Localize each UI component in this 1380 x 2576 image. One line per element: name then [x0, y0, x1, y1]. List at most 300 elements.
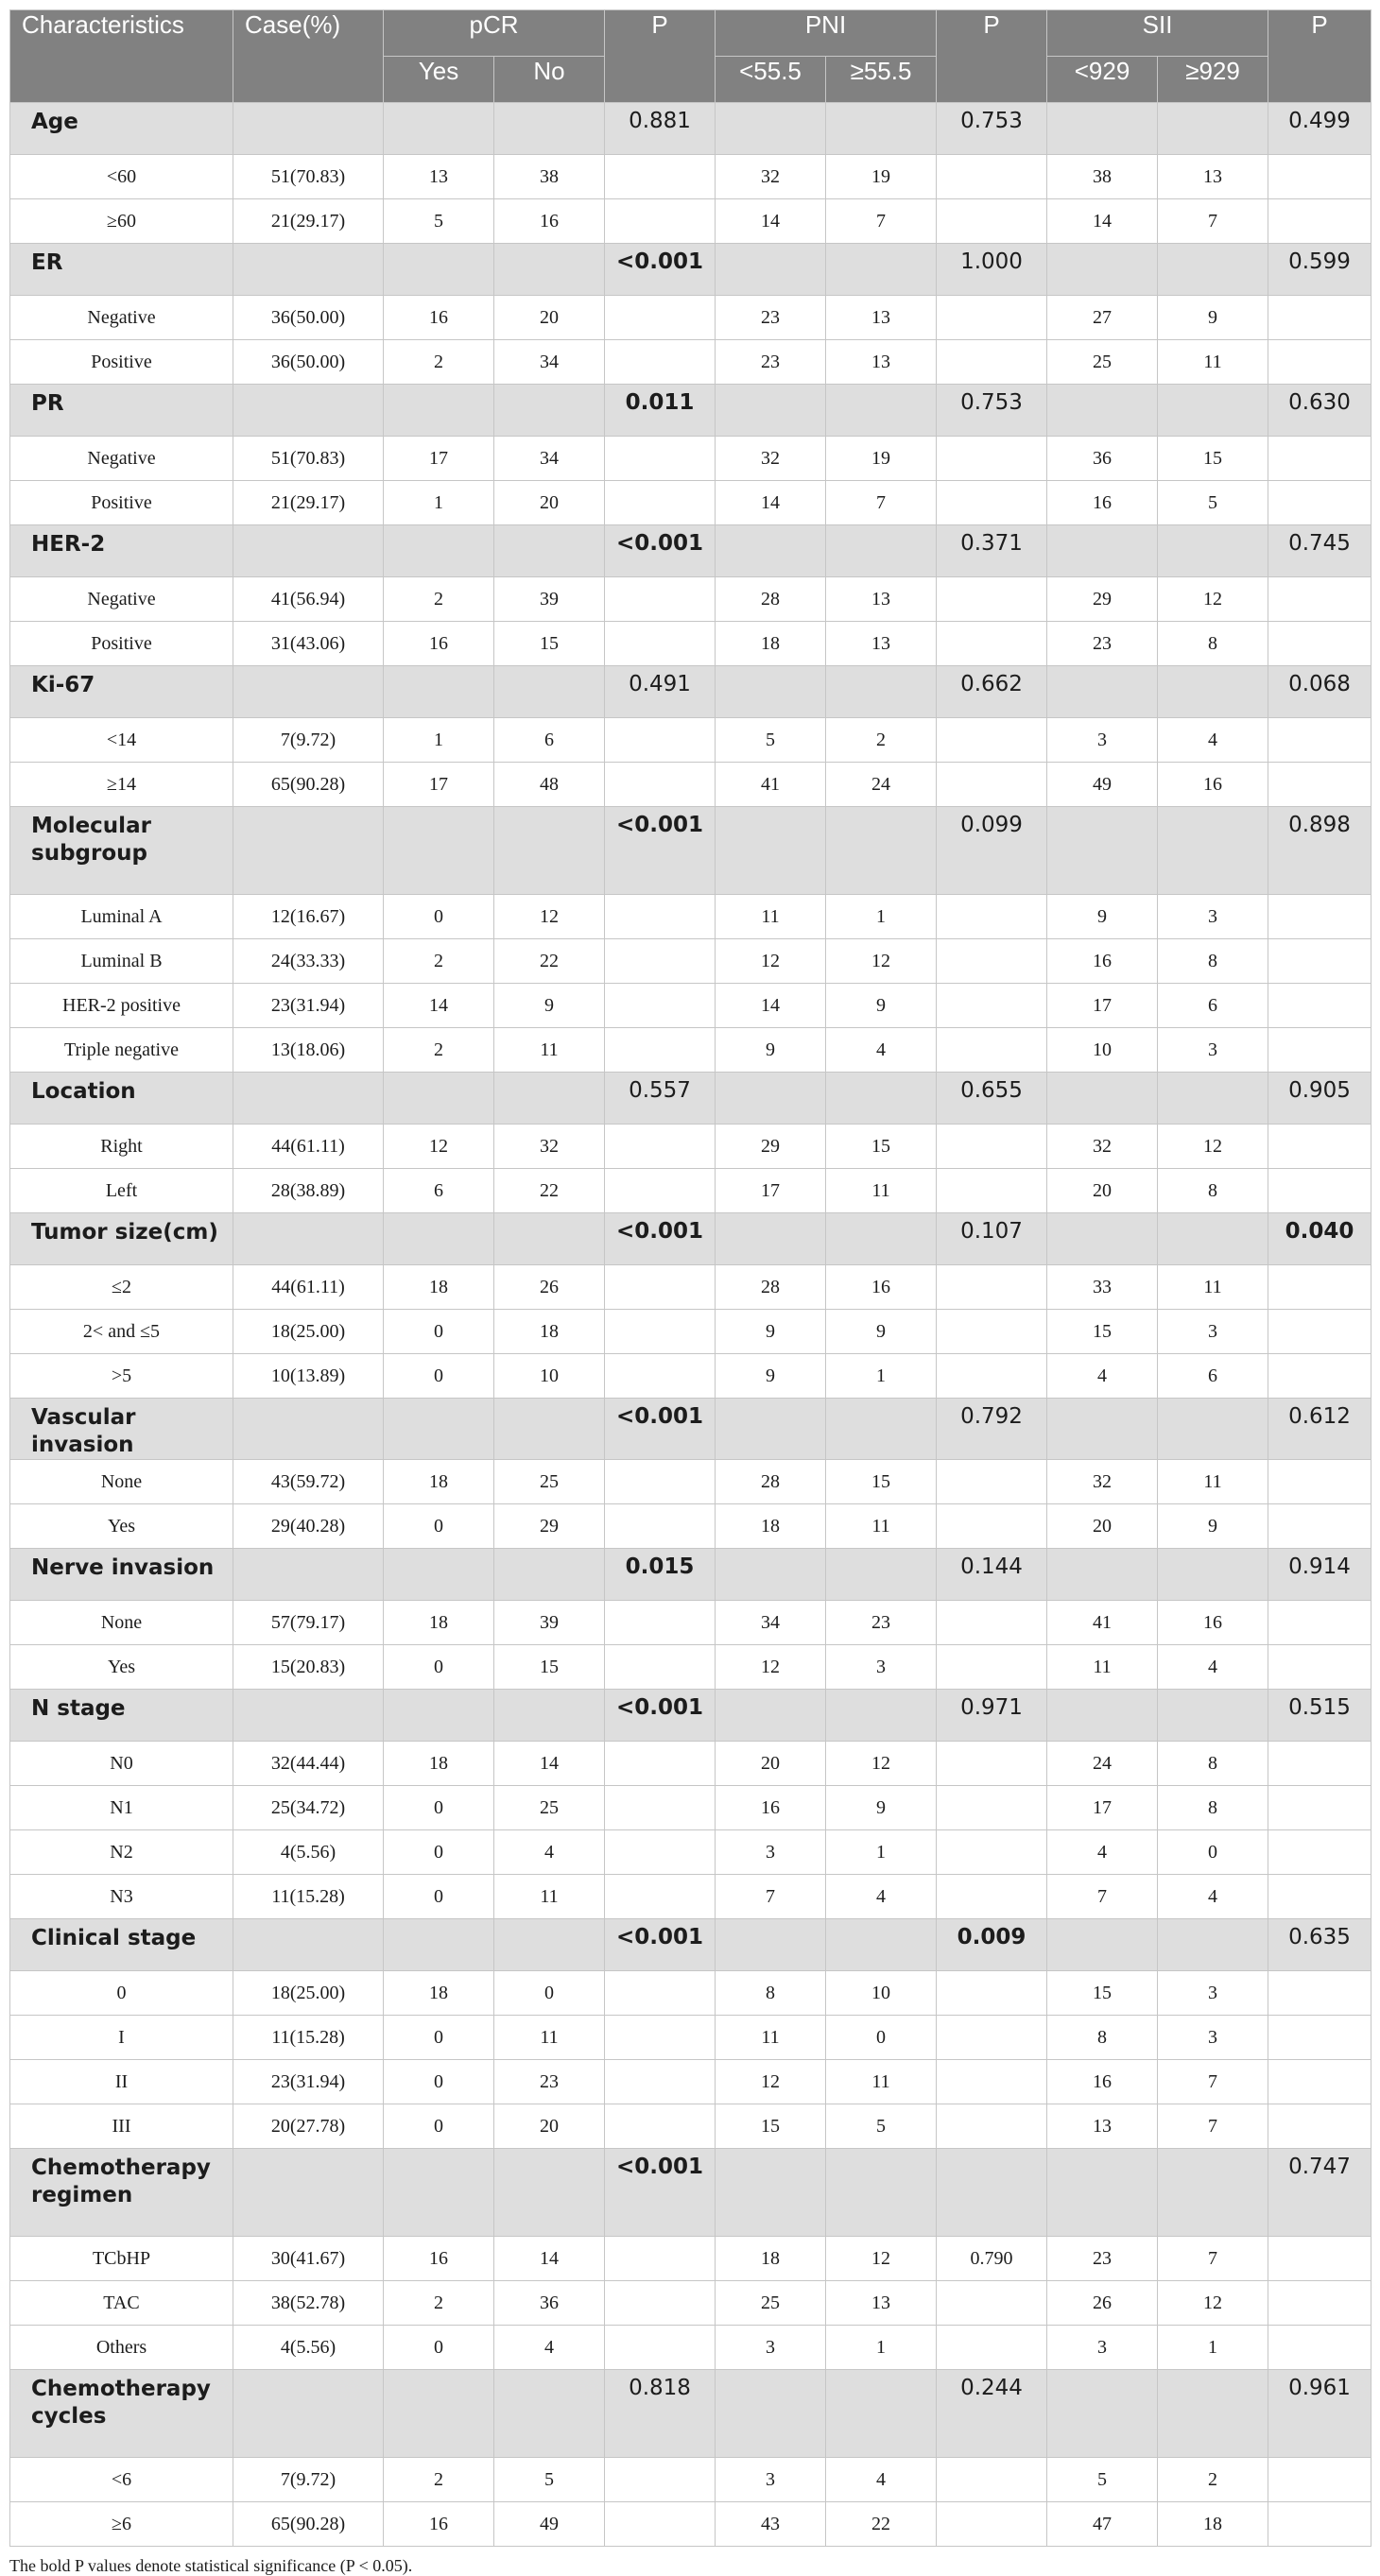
category-sii-high-cell: [1158, 1549, 1268, 1601]
p-pni-cell: [937, 155, 1047, 199]
row-label: I: [10, 2016, 233, 2060]
p-pcr-cell: [605, 1601, 716, 1645]
sii-low-cell: 15: [1047, 1310, 1158, 1354]
category-pcr-no-cell: [494, 385, 605, 437]
category-pni-low-cell: [716, 1549, 826, 1601]
row-label: N2: [10, 1830, 233, 1875]
category-row: [10, 2370, 1371, 2458]
pcr-yes-cell: 18: [384, 1265, 494, 1310]
p-value-pcr: 0.015: [605, 1549, 716, 1601]
pni-high-cell: 12: [826, 1742, 937, 1786]
category-pcr-yes-cell: [384, 525, 494, 577]
category-pcr-no-cell: [494, 525, 605, 577]
table-row: [10, 2458, 1371, 2502]
table-row: [10, 2502, 1371, 2547]
p-sii-cell: [1268, 1504, 1371, 1549]
p-value-pni: 1.000: [937, 244, 1047, 296]
pcr-yes-cell: 18: [384, 1460, 494, 1504]
pcr-yes-cell: 2: [384, 577, 494, 622]
sii-high-cell: 1: [1158, 2326, 1268, 2370]
sii-high-cell: 7: [1158, 2104, 1268, 2149]
pni-low-cell: 14: [716, 984, 826, 1028]
sii-high-cell: 3: [1158, 2016, 1268, 2060]
pcr-no-cell: 15: [494, 1645, 605, 1690]
pni-high-cell: 16: [826, 1265, 937, 1310]
p-pcr-cell: [605, 1028, 716, 1073]
sii-high-cell: 16: [1158, 763, 1268, 807]
category-pni-low-cell: [716, 103, 826, 155]
sii-low-cell: 20: [1047, 1504, 1158, 1549]
pni-low-cell: 3: [716, 2458, 826, 2502]
pni-low-cell: 23: [716, 296, 826, 340]
pni-high-cell: 9: [826, 984, 937, 1028]
category-row: [10, 1073, 1371, 1125]
pcr-no-cell: 22: [494, 939, 605, 984]
p-value-pni: 0.099: [937, 807, 1047, 895]
case-cell: 23(31.94): [233, 984, 384, 1028]
p-value-pni: 0.753: [937, 385, 1047, 437]
pcr-no-cell: 34: [494, 437, 605, 481]
p-pcr-cell: [605, 1875, 716, 1919]
p-pcr-cell: [605, 1354, 716, 1399]
pni-high-cell: 11: [826, 1504, 937, 1549]
category-sii-low-cell: [1047, 1073, 1158, 1125]
p-value-sii: 0.499: [1268, 103, 1371, 155]
table-row: [10, 1460, 1371, 1504]
category-sii-high-cell: [1158, 103, 1268, 155]
p-sii-cell: [1268, 2502, 1371, 2547]
category-sii-low-cell: [1047, 385, 1158, 437]
case-cell: 44(61.11): [233, 1265, 384, 1310]
pni-low-cell: 29: [716, 1125, 826, 1169]
pni-high-cell: 11: [826, 1169, 937, 1213]
sii-high-cell: 4: [1158, 1645, 1268, 1690]
p-sii-cell: [1268, 895, 1371, 939]
pni-high-cell: 4: [826, 1028, 937, 1073]
category-sii-high-cell: [1158, 385, 1268, 437]
p-value-sii: 0.068: [1268, 666, 1371, 718]
p-sii-cell: [1268, 1354, 1371, 1399]
table-row: [10, 895, 1371, 939]
pcr-yes-cell: 18: [384, 1742, 494, 1786]
case-cell: 12(16.67): [233, 895, 384, 939]
p-value-pcr: <0.001: [605, 244, 716, 296]
row-label: N0: [10, 1742, 233, 1786]
case-cell: 13(18.06): [233, 1028, 384, 1073]
pni-low-cell: 23: [716, 340, 826, 385]
category-pni-low-cell: [716, 1073, 826, 1125]
pni-high-cell: 10: [826, 1971, 937, 2016]
category-pcr-yes-cell: [384, 244, 494, 296]
sii-low-cell: 15: [1047, 1971, 1158, 2016]
pcr-yes-cell: 2: [384, 939, 494, 984]
row-label: N3: [10, 1875, 233, 1919]
pcr-yes-cell: 2: [384, 1028, 494, 1073]
p-pni-cell: [937, 1786, 1047, 1830]
case-cell: 18(25.00): [233, 1310, 384, 1354]
category-label: Location: [10, 1073, 233, 1125]
case-cell: 20(27.78): [233, 2104, 384, 2149]
table-row: [10, 1875, 1371, 1919]
category-pni-high-cell: [826, 385, 937, 437]
pni-low-cell: 3: [716, 2326, 826, 2370]
row-label: TCbHP: [10, 2237, 233, 2281]
p-value-sii: 0.905: [1268, 1073, 1371, 1125]
table-footnote: The bold P values denote statistical significance (P < 0.05).: [9, 2556, 413, 2575]
category-case-cell: [233, 1690, 384, 1742]
row-label: Triple negative: [10, 1028, 233, 1073]
pcr-yes-cell: 14: [384, 984, 494, 1028]
pcr-no-cell: 15: [494, 622, 605, 666]
pni-low-cell: 20: [716, 1742, 826, 1786]
sii-high-cell: 0: [1158, 1830, 1268, 1875]
category-pcr-no-cell: [494, 807, 605, 895]
category-sii-low-cell: [1047, 666, 1158, 718]
pcr-yes-cell: 12: [384, 1125, 494, 1169]
p-sii-cell: [1268, 1742, 1371, 1786]
table-row: [10, 577, 1371, 622]
pni-low-cell: 28: [716, 1460, 826, 1504]
p-sii-cell: [1268, 155, 1371, 199]
pni-low-cell: 43: [716, 2502, 826, 2547]
pcr-yes-cell: 0: [384, 2104, 494, 2149]
sii-high-cell: 3: [1158, 1971, 1268, 2016]
category-row: [10, 1690, 1371, 1742]
sii-high-cell: 11: [1158, 1460, 1268, 1504]
sii-low-cell: 7: [1047, 1875, 1158, 1919]
p-pcr-cell: [605, 984, 716, 1028]
row-label: <60: [10, 155, 233, 199]
row-label: Negative: [10, 296, 233, 340]
sii-high-cell: 15: [1158, 437, 1268, 481]
pni-low-cell: 41: [716, 763, 826, 807]
sii-low-cell: 36: [1047, 437, 1158, 481]
case-cell: 51(70.83): [233, 437, 384, 481]
header-pni: PNI: [716, 10, 937, 57]
p-sii-cell: [1268, 1786, 1371, 1830]
sii-high-cell: 12: [1158, 577, 1268, 622]
pni-low-cell: 17: [716, 1169, 826, 1213]
sii-high-cell: 7: [1158, 2237, 1268, 2281]
category-pni-low-cell: [716, 1690, 826, 1742]
pni-high-cell: 4: [826, 1875, 937, 1919]
header-p-pcr: P: [605, 10, 716, 103]
sii-low-cell: 14: [1047, 199, 1158, 244]
p-pni-cell: [937, 1742, 1047, 1786]
row-label: Negative: [10, 577, 233, 622]
category-sii-high-cell: [1158, 807, 1268, 895]
table-row: [10, 2060, 1371, 2104]
p-pcr-cell: [605, 2104, 716, 2149]
pni-high-cell: 13: [826, 577, 937, 622]
pcr-no-cell: 16: [494, 199, 605, 244]
sii-low-cell: 49: [1047, 763, 1158, 807]
category-pcr-no-cell: [494, 1213, 605, 1265]
sii-high-cell: 9: [1158, 296, 1268, 340]
p-sii-cell: [1268, 1460, 1371, 1504]
category-pcr-yes-cell: [384, 1399, 494, 1460]
table-row: [10, 1310, 1371, 1354]
sii-low-cell: 11: [1047, 1645, 1158, 1690]
category-sii-high-cell: [1158, 1690, 1268, 1742]
p-pcr-cell: [605, 577, 716, 622]
p-sii-cell: [1268, 2104, 1371, 2149]
table-row: [10, 1601, 1371, 1645]
pcr-no-cell: 6: [494, 718, 605, 763]
row-label: Luminal A: [10, 895, 233, 939]
category-pni-low-cell: [716, 807, 826, 895]
row-label: ≥6: [10, 2502, 233, 2547]
case-cell: 44(61.11): [233, 1125, 384, 1169]
pcr-no-cell: 39: [494, 577, 605, 622]
p-value-pcr: 0.818: [605, 2370, 716, 2458]
sii-low-cell: 47: [1047, 2502, 1158, 2547]
header-pni-low: <55.5: [716, 57, 826, 103]
sii-high-cell: 3: [1158, 1028, 1268, 1073]
category-pcr-no-cell: [494, 244, 605, 296]
category-pcr-no-cell: [494, 1549, 605, 1601]
p-pni-cell: [937, 939, 1047, 984]
p-value-pcr: 0.491: [605, 666, 716, 718]
pni-low-cell: 12: [716, 2060, 826, 2104]
p-sii-cell: [1268, 2060, 1371, 2104]
row-label: None: [10, 1460, 233, 1504]
p-value-pni: 0.792: [937, 1399, 1047, 1460]
p-value-sii: 0.747: [1268, 2149, 1371, 2237]
pcr-no-cell: 14: [494, 2237, 605, 2281]
p-value-pni: 0.662: [937, 666, 1047, 718]
pcr-yes-cell: 2: [384, 2458, 494, 2502]
case-cell: 18(25.00): [233, 1971, 384, 2016]
case-cell: 15(20.83): [233, 1645, 384, 1690]
p-sii-cell: [1268, 340, 1371, 385]
sii-low-cell: 32: [1047, 1460, 1158, 1504]
category-pni-high-cell: [826, 1690, 937, 1742]
sii-low-cell: 32: [1047, 1125, 1158, 1169]
pcr-no-cell: 39: [494, 1601, 605, 1645]
pni-high-cell: 13: [826, 622, 937, 666]
category-sii-low-cell: [1047, 1213, 1158, 1265]
category-case-cell: [233, 807, 384, 895]
case-cell: 41(56.94): [233, 577, 384, 622]
category-pcr-no-cell: [494, 1073, 605, 1125]
header-pcr-yes: Yes: [384, 57, 494, 103]
table-row: [10, 1354, 1371, 1399]
p-value-pcr: 0.011: [605, 385, 716, 437]
pni-high-cell: 11: [826, 2060, 937, 2104]
pcr-yes-cell: 0: [384, 1830, 494, 1875]
p-value-sii: 0.040: [1268, 1213, 1371, 1265]
category-label: Clinical stage: [10, 1919, 233, 1971]
category-pni-low-cell: [716, 666, 826, 718]
pcr-no-cell: 36: [494, 2281, 605, 2326]
table-row: [10, 763, 1371, 807]
p-value-sii: 0.745: [1268, 525, 1371, 577]
pni-high-cell: 1: [826, 2326, 937, 2370]
category-sii-low-cell: [1047, 244, 1158, 296]
pcr-yes-cell: 1: [384, 718, 494, 763]
pni-low-cell: 16: [716, 1786, 826, 1830]
category-pcr-no-cell: [494, 2370, 605, 2458]
category-case-cell: [233, 1549, 384, 1601]
p-pcr-cell: [605, 2237, 716, 2281]
pni-low-cell: 14: [716, 481, 826, 525]
pcr-yes-cell: 0: [384, 1786, 494, 1830]
category-sii-low-cell: [1047, 807, 1158, 895]
pcr-no-cell: 11: [494, 2016, 605, 2060]
category-pni-low-cell: [716, 1919, 826, 1971]
p-sii-cell: [1268, 718, 1371, 763]
pcr-no-cell: 20: [494, 296, 605, 340]
category-pcr-yes-cell: [384, 807, 494, 895]
sii-low-cell: 17: [1047, 984, 1158, 1028]
p-pni-cell: [937, 2281, 1047, 2326]
p-value-sii: 0.599: [1268, 244, 1371, 296]
category-label: N stage: [10, 1690, 233, 1742]
pni-low-cell: 28: [716, 577, 826, 622]
pni-high-cell: 1: [826, 1830, 937, 1875]
case-cell: 38(52.78): [233, 2281, 384, 2326]
row-label: TAC: [10, 2281, 233, 2326]
p-pni-cell: [937, 1830, 1047, 1875]
table-header: [10, 10, 1371, 103]
p-sii-cell: [1268, 1125, 1371, 1169]
p-sii-cell: [1268, 1645, 1371, 1690]
pni-low-cell: 11: [716, 895, 826, 939]
p-pcr-cell: [605, 1169, 716, 1213]
row-label: III: [10, 2104, 233, 2149]
pcr-yes-cell: 5: [384, 199, 494, 244]
p-pcr-cell: [605, 2060, 716, 2104]
pni-low-cell: 9: [716, 1310, 826, 1354]
category-pcr-no-cell: [494, 2149, 605, 2237]
pni-high-cell: 13: [826, 2281, 937, 2326]
header-sii-high: ≥929: [1158, 57, 1268, 103]
category-pni-low-cell: [716, 2149, 826, 2237]
category-pcr-yes-cell: [384, 2370, 494, 2458]
category-row: [10, 1399, 1371, 1460]
sii-high-cell: 3: [1158, 1310, 1268, 1354]
sii-high-cell: 12: [1158, 1125, 1268, 1169]
pni-high-cell: 1: [826, 895, 937, 939]
category-pni-low-cell: [716, 244, 826, 296]
sii-low-cell: 13: [1047, 2104, 1158, 2149]
pni-high-cell: 0: [826, 2016, 937, 2060]
row-label: None: [10, 1601, 233, 1645]
p-value-pcr: <0.001: [605, 525, 716, 577]
pcr-yes-cell: 2: [384, 2281, 494, 2326]
row-label: Luminal B: [10, 939, 233, 984]
p-pcr-cell: [605, 155, 716, 199]
category-pcr-no-cell: [494, 666, 605, 718]
category-row: [10, 2149, 1371, 2237]
row-label: Yes: [10, 1504, 233, 1549]
sii-high-cell: 8: [1158, 1742, 1268, 1786]
category-sii-high-cell: [1158, 1399, 1268, 1460]
sii-high-cell: 4: [1158, 1875, 1268, 1919]
pni-low-cell: 32: [716, 155, 826, 199]
row-label: 2< and ≤5: [10, 1310, 233, 1354]
sii-high-cell: 8: [1158, 1169, 1268, 1213]
pni-low-cell: 34: [716, 1601, 826, 1645]
p-sii-cell: [1268, 577, 1371, 622]
p-pni-cell: [937, 622, 1047, 666]
row-label: <14: [10, 718, 233, 763]
p-pcr-cell: [605, 2502, 716, 2547]
pcr-no-cell: 10: [494, 1354, 605, 1399]
pcr-yes-cell: 0: [384, 2016, 494, 2060]
p-pcr-cell: [605, 1742, 716, 1786]
pni-high-cell: 22: [826, 2502, 937, 2547]
sii-low-cell: 26: [1047, 2281, 1158, 2326]
p-pni-cell: [937, 1125, 1047, 1169]
p-pcr-cell: [605, 1786, 716, 1830]
category-label: Age: [10, 103, 233, 155]
p-pni-cell: [937, 1601, 1047, 1645]
pcr-no-cell: 29: [494, 1504, 605, 1549]
p-sii-cell: [1268, 1830, 1371, 1875]
category-pni-high-cell: [826, 2149, 937, 2237]
category-pni-low-cell: [716, 385, 826, 437]
case-cell: 36(50.00): [233, 296, 384, 340]
p-sii-cell: [1268, 622, 1371, 666]
pni-low-cell: 14: [716, 199, 826, 244]
category-row: [10, 1549, 1371, 1601]
row-label: ≤2: [10, 1265, 233, 1310]
pni-low-cell: 5: [716, 718, 826, 763]
pni-high-cell: 7: [826, 199, 937, 244]
table-row: [10, 939, 1371, 984]
pni-high-cell: 5: [826, 2104, 937, 2149]
row-label: Yes: [10, 1645, 233, 1690]
sii-low-cell: 23: [1047, 2237, 1158, 2281]
row-label: 0: [10, 1971, 233, 2016]
p-sii-cell: [1268, 1971, 1371, 2016]
sii-low-cell: 10: [1047, 1028, 1158, 1073]
sii-high-cell: 7: [1158, 199, 1268, 244]
case-cell: 23(31.94): [233, 2060, 384, 2104]
pcr-yes-cell: 13: [384, 155, 494, 199]
pcr-yes-cell: 0: [384, 1504, 494, 1549]
pcr-yes-cell: 2: [384, 340, 494, 385]
p-value-pni: 0.009: [937, 1919, 1047, 1971]
header-case: Case(%): [233, 10, 384, 103]
table-row: [10, 1830, 1371, 1875]
category-pcr-yes-cell: [384, 1919, 494, 1971]
p-pcr-cell: [605, 1310, 716, 1354]
category-label: Nerve invasion: [10, 1549, 233, 1601]
characteristics-table: [9, 9, 1371, 2547]
category-label: PR: [10, 385, 233, 437]
category-sii-high-cell: [1158, 525, 1268, 577]
p-pni-cell: [937, 1645, 1047, 1690]
p-value-pcr: 0.557: [605, 1073, 716, 1125]
case-cell: 11(15.28): [233, 1875, 384, 1919]
p-pcr-cell: [605, 1265, 716, 1310]
p-value-sii: 0.612: [1268, 1399, 1371, 1460]
row-label: <6: [10, 2458, 233, 2502]
p-pni-cell: [937, 1875, 1047, 1919]
category-sii-low-cell: [1047, 2149, 1158, 2237]
case-cell: 65(90.28): [233, 2502, 384, 2547]
category-sii-low-cell: [1047, 525, 1158, 577]
p-sii-cell: [1268, 1310, 1371, 1354]
p-value-sii: 0.630: [1268, 385, 1371, 437]
p-sii-cell: [1268, 2237, 1371, 2281]
p-value-sii: 0.515: [1268, 1690, 1371, 1742]
pcr-yes-cell: 0: [384, 2060, 494, 2104]
category-pni-high-cell: [826, 1919, 937, 1971]
